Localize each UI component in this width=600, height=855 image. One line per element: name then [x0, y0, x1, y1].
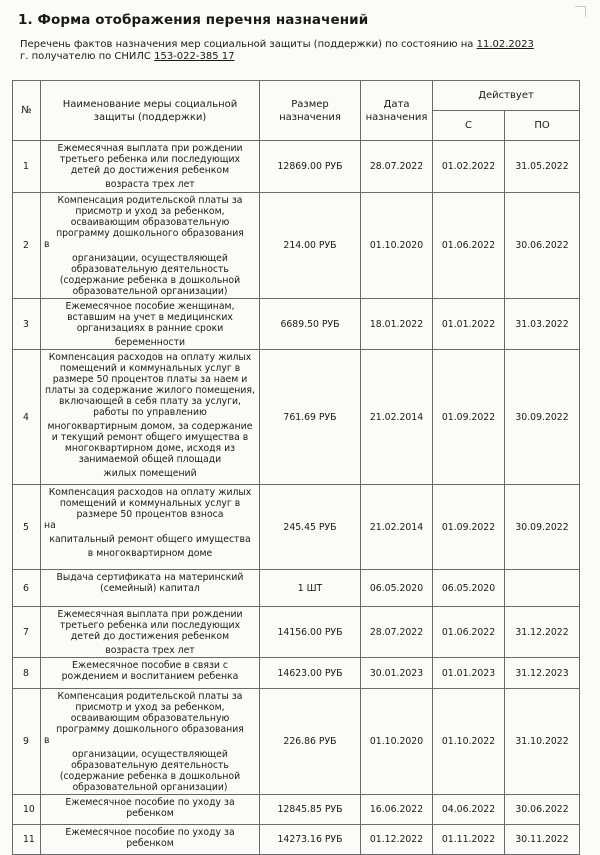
measure-name-part: Компенсация расходов на оплату жилых помещений и коммунальных услуг в размере 50 процентов платы за наем и платы за содержание жилого помещения, включающей в себя плату за услуги, работы по управлению [45, 352, 255, 418]
assign-date-cell: 18.01.2022 [361, 299, 433, 350]
valid-from-cell: 01.09.2022 [433, 350, 505, 485]
measure-name-part: возраста трех лет [105, 645, 195, 656]
row-number: 9 [13, 689, 41, 795]
measure-name [41, 193, 260, 299]
measure-name-part: Ежемесячное пособие по уходу за ребенком [65, 827, 235, 849]
table-row [13, 141, 580, 193]
row-number: 1 [13, 141, 41, 193]
section-heading: 1. Форма отображения перечня назначений [18, 12, 369, 28]
measure-name-part: Ежемесячное пособие в связи с рождением и воспитанием ребенка [61, 660, 239, 682]
measure-name [41, 825, 260, 855]
row-number: 4 [13, 350, 41, 485]
measure-name-part: в [44, 735, 50, 746]
amount-cell: 12869.00 РУБ [260, 141, 361, 193]
valid-to-cell [505, 570, 580, 607]
row-number: 8 [13, 658, 41, 689]
measure-name-part: в многоквартирном доме [87, 548, 213, 559]
header-valid: Действует [433, 81, 580, 111]
intro-text [20, 39, 590, 63]
intro-middle: г. получателю по СНИЛС [20, 51, 151, 62]
row-number: 2 [13, 193, 41, 299]
measure-name-part: Ежемесячное пособие женщинам, вставшим на учет в медицинских организациях в ранние сроки [65, 301, 235, 334]
row-number: 7 [13, 607, 41, 658]
valid-to-cell: 30.06.2022 [505, 193, 580, 299]
table-row [13, 795, 580, 825]
amount-cell: 14156.00 РУБ [260, 607, 361, 658]
page-corner-mark [575, 6, 586, 17]
table-row [13, 350, 580, 485]
measure-name-part: организации, осуществляющей образовательную деятельность (содержание ребенка в дошкольной образовательной организации) [59, 749, 241, 793]
valid-to-cell: 30.06.2022 [505, 795, 580, 825]
amount-cell: 214.00 РУБ [260, 193, 361, 299]
valid-from-cell: 01.06.2022 [433, 607, 505, 658]
valid-to-cell: 30.09.2022 [505, 485, 580, 570]
assign-date-cell: 01.10.2020 [361, 689, 433, 795]
measure-name-part: беременности [114, 337, 186, 348]
valid-to-cell: 31.10.2022 [505, 689, 580, 795]
measure-name [41, 299, 260, 350]
row-number: 3 [13, 299, 41, 350]
valid-from-cell: 04.06.2022 [433, 795, 505, 825]
measure-name [41, 689, 260, 795]
valid-from-cell: 01.02.2022 [433, 141, 505, 193]
valid-to-cell: 31.12.2023 [505, 658, 580, 689]
valid-to-cell: 30.11.2022 [505, 825, 580, 855]
assign-date-cell: 01.12.2022 [361, 825, 433, 855]
valid-from-cell: 01.10.2022 [433, 689, 505, 795]
report-date: 11.02.2023 [476, 39, 534, 50]
amount-cell: 761.69 РУБ [260, 350, 361, 485]
amount-cell: 6689.50 РУБ [260, 299, 361, 350]
header-amount: Размер назначения [260, 81, 361, 141]
assign-date-cell: 28.07.2022 [361, 141, 433, 193]
header-from: С [433, 111, 505, 141]
assign-date-cell: 21.02.2014 [361, 350, 433, 485]
measure-name-part: капитальный ремонт общего имущества [49, 534, 251, 545]
row-number: 10 [13, 795, 41, 825]
header-name: Наименование меры социальной защиты (поддержки) [41, 81, 260, 141]
table-row [13, 689, 580, 795]
measure-name [41, 485, 260, 570]
amount-cell: 12845.85 РУБ [260, 795, 361, 825]
measure-name [41, 795, 260, 825]
measure-name [41, 607, 260, 658]
amount-cell: 1 ШТ [260, 570, 361, 607]
valid-from-cell: 06.05.2020 [433, 570, 505, 607]
row-number: 6 [13, 570, 41, 607]
valid-from-cell: 01.01.2023 [433, 658, 505, 689]
amount-cell: 14273.16 РУБ [260, 825, 361, 855]
row-number: 5 [13, 485, 41, 570]
assign-date-cell: 16.06.2022 [361, 795, 433, 825]
measure-name-part: Компенсация родительской платы за присмотр и уход за ребенком, осваивающим образовательную программу дошкольного образования [56, 691, 244, 735]
row-number: 11 [13, 825, 41, 855]
assign-date-cell: 06.05.2020 [361, 570, 433, 607]
assign-date-cell: 30.01.2023 [361, 658, 433, 689]
table-row [13, 193, 580, 299]
measure-name [41, 350, 260, 485]
measure-name-part: Ежемесячная выплата при рождении третьего ребенка или последующих детей до достижения ребенком [57, 609, 243, 642]
measure-name-part: Ежемесячное пособие по уходу за ребенком [65, 797, 235, 819]
table-row [13, 825, 580, 855]
measure-name-part: жилых помещений [103, 468, 197, 479]
assign-date-cell: 21.02.2014 [361, 485, 433, 570]
assignments-table [12, 80, 580, 855]
measure-name-part: Компенсация родительской платы за присмотр и уход за ребенком, осваивающим образовательную программу дошкольного образования [56, 195, 244, 239]
valid-to-cell: 30.09.2022 [505, 350, 580, 485]
measure-name [41, 141, 260, 193]
measure-name-part: на [44, 520, 56, 531]
measure-name-part: организации, осуществляющей образовательную деятельность (содержание ребенка в дошкольной образовательной организации) [59, 253, 241, 297]
table-row [13, 607, 580, 658]
table-row [13, 570, 580, 607]
valid-to-cell: 31.05.2022 [505, 141, 580, 193]
assign-date-cell: 01.10.2020 [361, 193, 433, 299]
measure-name-part: в [44, 239, 50, 250]
valid-to-cell: 31.03.2022 [505, 299, 580, 350]
amount-cell: 245.45 РУБ [260, 485, 361, 570]
assign-date-cell: 28.07.2022 [361, 607, 433, 658]
measure-name [41, 570, 260, 607]
table-row [13, 299, 580, 350]
snils-number: 153-022-385 17 [154, 51, 235, 62]
amount-cell: 14623.00 РУБ [260, 658, 361, 689]
measure-name-part: Компенсация расходов на оплату жилых помещений и коммунальных услуг в размере 50 процентов взноса [48, 487, 252, 520]
intro-prefix: Перечень фактов назначения мер социальной защиты (поддержки) по состоянию на [20, 39, 474, 50]
amount-cell: 226.86 РУБ [260, 689, 361, 795]
header-date: Дата назначения [361, 81, 433, 141]
measure-name-part: Выдача сертификата на материнский (семейный) капитал [56, 572, 244, 594]
header-to: ПО [505, 111, 580, 141]
measure-name-part: многоквартирным домом, за содержание и текущий ремонт общего имущества в многоквартирном доме, исходя из занимаемой общей площади [47, 421, 253, 465]
table-row [13, 485, 580, 570]
valid-to-cell: 31.12.2022 [505, 607, 580, 658]
table-row [13, 658, 580, 689]
valid-from-cell: 01.06.2022 [433, 193, 505, 299]
valid-from-cell: 01.01.2022 [433, 299, 505, 350]
measure-name [41, 658, 260, 689]
header-num: № [13, 81, 41, 141]
measure-name-part: возраста трех лет [105, 179, 195, 190]
valid-from-cell: 01.09.2022 [433, 485, 505, 570]
valid-from-cell: 01.11.2022 [433, 825, 505, 855]
measure-name-part: Ежемесячная выплата при рождении третьего ребенка или последующих детей до достижения ребенком [57, 143, 243, 176]
